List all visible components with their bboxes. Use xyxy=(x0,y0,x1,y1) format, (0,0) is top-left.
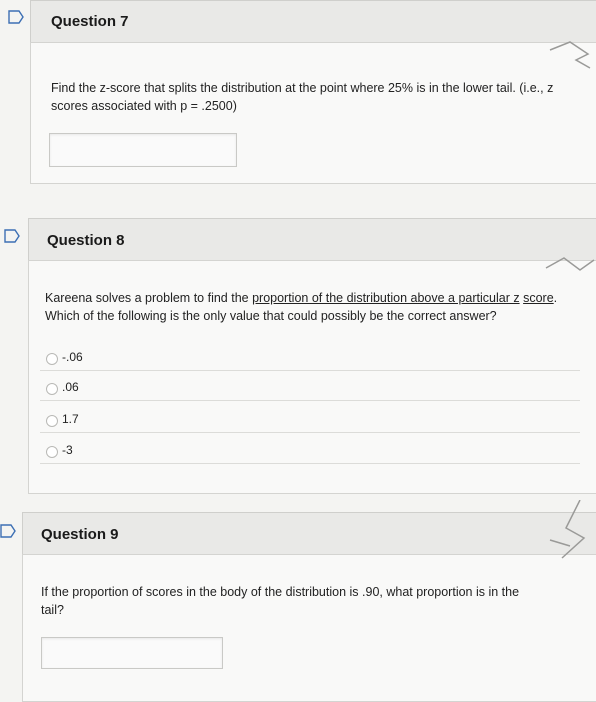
flag-icon[interactable] xyxy=(8,10,24,24)
answer-option[interactable] xyxy=(40,346,580,371)
question-title: Question 8 xyxy=(47,232,125,249)
scribble-mark xyxy=(540,250,596,290)
prompt-line: If the proportion of scores in the body of the distribution is .90, what proportion is in the xyxy=(41,585,520,599)
question-body xyxy=(22,554,596,702)
question-body xyxy=(30,42,596,184)
prompt-text: Kareena solves a problem to find the xyxy=(45,291,253,305)
question-header xyxy=(28,218,596,262)
question-title: Question 9 xyxy=(41,526,119,543)
flag-icon[interactable] xyxy=(4,229,20,243)
question-prompt xyxy=(51,79,596,115)
prompt-line: tail? xyxy=(41,603,64,617)
answer-option[interactable] xyxy=(40,376,580,401)
radio-button-icon[interactable] xyxy=(46,383,58,395)
prompt-line: Find the z-score that splits the distribution at the point where 25% is in the lower tail. (i.e., z xyxy=(51,81,554,95)
radio-button-icon[interactable] xyxy=(46,353,58,365)
scribble-mark xyxy=(540,500,596,580)
radio-button-icon[interactable] xyxy=(46,415,58,427)
prompt-underlined: score xyxy=(523,291,554,305)
prompt-underlined: proportion of the distribution above a particular z xyxy=(252,291,520,305)
question-prompt xyxy=(41,583,581,619)
answer-input[interactable] xyxy=(49,133,237,167)
option-label: .06 xyxy=(62,380,79,394)
question-prompt xyxy=(45,289,580,325)
answer-option[interactable] xyxy=(40,408,580,433)
question-header xyxy=(22,512,596,556)
prompt-text: . Which of the following is the only value that could possibly be the correct answer? xyxy=(45,291,558,323)
option-label: 1.7 xyxy=(62,412,79,426)
option-label: -.06 xyxy=(62,350,83,364)
answer-option[interactable] xyxy=(40,439,580,464)
answer-input[interactable] xyxy=(41,637,223,669)
question-header xyxy=(30,0,596,44)
flag-icon[interactable] xyxy=(0,524,16,538)
prompt-line: scores associated with p = .2500) xyxy=(51,99,237,113)
question-title: Question 7 xyxy=(51,13,129,30)
scribble-mark xyxy=(540,20,596,100)
option-label: -3 xyxy=(62,443,73,457)
radio-button-icon[interactable] xyxy=(46,446,58,458)
